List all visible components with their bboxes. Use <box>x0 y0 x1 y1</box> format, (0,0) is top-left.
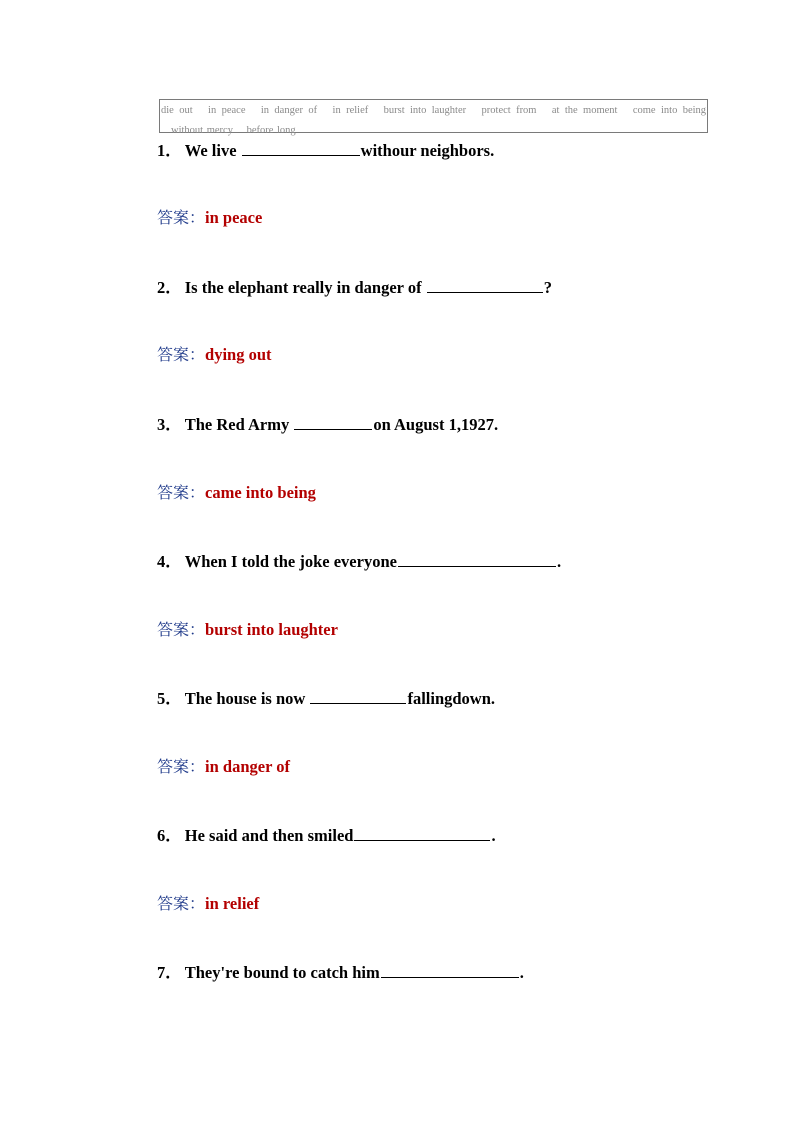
question-text-before: We live <box>184 141 241 160</box>
answer-label: 答案： <box>157 208 206 227</box>
question-text-before: The Red Army <box>184 415 294 434</box>
answer-text: in peace <box>205 208 263 227</box>
answer-blank[interactable] <box>427 277 543 293</box>
question-number: 5． <box>157 689 182 708</box>
question-3 <box>157 414 498 435</box>
question-1 <box>157 140 494 161</box>
question-number: 4． <box>157 552 182 571</box>
answer-label: 答案： <box>157 620 206 639</box>
answer-label: 答案： <box>157 345 206 364</box>
question-text-before: He said and then smiled <box>184 826 354 845</box>
answer-blank[interactable] <box>381 962 519 978</box>
answer-text: came into being <box>205 483 316 502</box>
question-text-before: They're bound to catch him <box>184 963 380 982</box>
answer-4 <box>157 620 338 640</box>
question-number: 2． <box>157 278 182 297</box>
question-number: 6． <box>157 826 182 845</box>
answer-label: 答案： <box>157 894 206 913</box>
word-bank-item: in relief <box>332 105 369 116</box>
question-number: 1． <box>157 141 182 160</box>
answer-label: 答案： <box>157 483 206 502</box>
word-bank-item: before long <box>246 125 296 136</box>
answer-blank[interactable] <box>310 688 406 704</box>
word-bank-item: come into being <box>632 105 707 116</box>
question-text-after: . <box>519 963 524 982</box>
word-bank-item: in peace <box>208 105 246 116</box>
answer-6 <box>157 894 259 914</box>
question-text-before: When I told the joke everyone <box>184 552 397 571</box>
answer-3 <box>157 483 316 503</box>
question-number: 7． <box>157 963 182 982</box>
question-text-after: on August 1,1927. <box>373 415 499 434</box>
answer-text: in relief <box>205 894 260 913</box>
word-bank-item: in danger of <box>260 105 318 116</box>
question-text-after: ? <box>543 278 552 297</box>
answer-blank[interactable] <box>294 414 372 430</box>
answer-label: 答案： <box>157 757 206 776</box>
word-bank-item: die out <box>161 105 193 116</box>
answer-text: burst into laughter <box>205 620 338 639</box>
word-bank-item: protect from <box>481 105 537 116</box>
question-2 <box>157 277 552 298</box>
word-bank <box>159 99 708 136</box>
word-bank-item: at the moment <box>551 105 618 116</box>
answer-blank[interactable] <box>242 140 360 156</box>
answer-text: dying out <box>205 345 272 364</box>
question-4 <box>157 551 561 572</box>
question-text-after: . <box>491 826 496 845</box>
question-text-before: The house is now <box>184 689 310 708</box>
answer-5 <box>157 757 290 777</box>
question-number: 3． <box>157 415 182 434</box>
question-6 <box>157 825 496 846</box>
question-text-after: . <box>556 552 562 571</box>
question-5 <box>157 688 495 709</box>
answer-blank[interactable] <box>354 825 490 841</box>
question-text-after: withour neighbors. <box>360 141 495 160</box>
answer-blank[interactable] <box>398 551 556 567</box>
question-text-after: fallingdown. <box>407 689 496 708</box>
question-7 <box>157 962 524 983</box>
answer-1 <box>157 208 262 228</box>
question-text-before: Is the elephant really in danger of <box>184 278 426 297</box>
word-bank-item: without mercy <box>171 125 233 136</box>
answer-text: in danger of <box>205 757 290 776</box>
word-bank-item: burst into laughter <box>383 105 467 116</box>
answer-2 <box>157 345 272 365</box>
